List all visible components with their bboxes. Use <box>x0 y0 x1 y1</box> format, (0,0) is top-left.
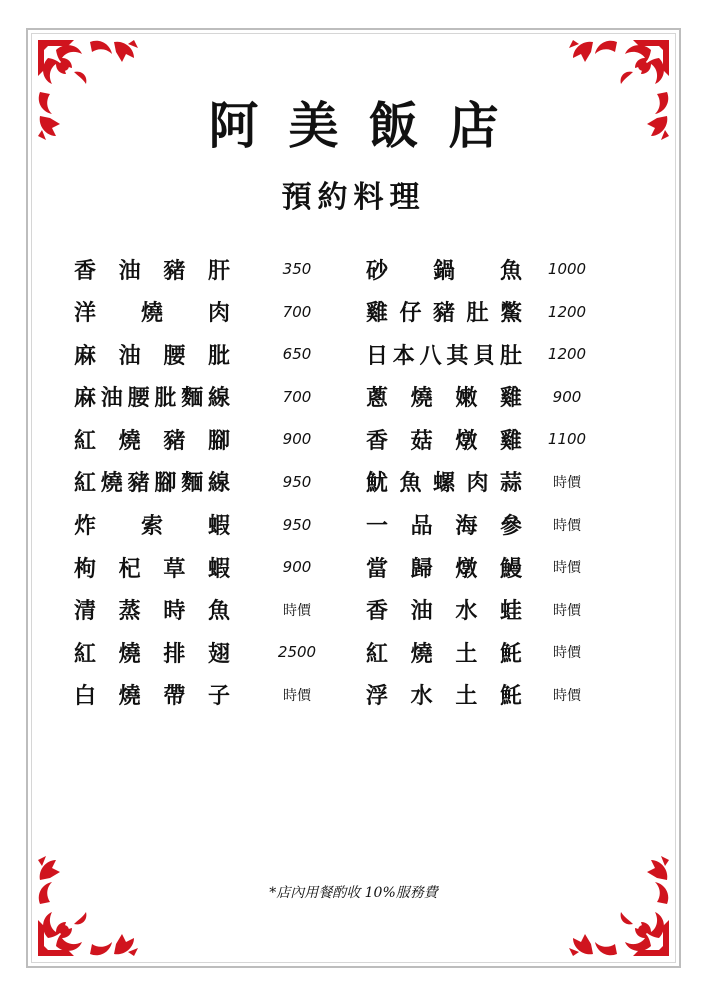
dish-price: 700 <box>282 387 312 406</box>
dish-price: 時價 <box>553 645 581 662</box>
restaurant-title: 阿美飯店 <box>208 96 529 155</box>
dish-name: 香 菇 燉 雞 <box>366 427 522 454</box>
dish-price: 2500 <box>277 643 317 662</box>
dish-price: 900 <box>552 387 582 406</box>
dish-name: 雞 仔 豬 肚 鱉 <box>366 300 522 327</box>
dish-name: 砂 鍋 魚 <box>366 257 522 284</box>
dish-name: 枸 杞 草 蝦 <box>74 555 230 582</box>
dish-name: 當 歸 燉 鰻 <box>366 555 522 582</box>
service-charge-note: *店內用餐酌收 10%服務費 <box>269 885 438 901</box>
dish-price: 時價 <box>553 602 581 619</box>
floral-corner-icon <box>563 850 673 960</box>
dish-name: 麻 油 腰 肶 <box>74 342 230 369</box>
dish-price: 700 <box>282 302 312 321</box>
dish-name: 白 燒 帶 子 <box>74 683 230 710</box>
menu-subtitle: 預約料理 <box>281 180 426 215</box>
dish-price: 時價 <box>553 687 581 704</box>
dish-name: 清 蒸 時 魚 <box>74 598 230 625</box>
dish-price: 時價 <box>283 687 311 704</box>
dish-price: 時價 <box>283 602 311 619</box>
dish-name: 紅 燒 豬 腳 麵 線 <box>74 470 230 497</box>
dish-name: 麻 油 腰 肶 麵 線 <box>74 385 230 412</box>
dish-name: 香 油 豬 肝 <box>74 257 230 284</box>
dish-name: 洋 燒 肉 <box>74 300 230 327</box>
dish-price: 650 <box>282 345 312 364</box>
dish-price: 950 <box>282 472 312 491</box>
dish-name: 魷 魚 螺 肉 蒜 <box>366 470 522 497</box>
dish-price: 1200 <box>547 345 587 364</box>
dish-name: 紅 燒 排 翅 <box>74 640 230 667</box>
dish-name: 蔥 燒 嫩 雞 <box>366 385 522 412</box>
dish-name: 紅 燒 土 魠 <box>366 640 522 667</box>
dish-name: 香 油 水 蛙 <box>366 598 522 625</box>
dish-name: 日 本 八 其 貝 肚 <box>366 342 522 369</box>
dish-price: 900 <box>282 558 312 577</box>
dish-name: 浮 水 土 魠 <box>366 683 522 710</box>
dish-price: 1000 <box>547 260 587 278</box>
dish-price: 時價 <box>553 517 581 534</box>
dish-price: 1100 <box>547 430 587 449</box>
dish-price: 1200 <box>547 302 587 321</box>
dish-price: 900 <box>282 430 312 449</box>
corner-ornament-bottom-right <box>563 850 673 960</box>
corner-ornament-bottom-left <box>34 850 144 960</box>
dish-price: 950 <box>282 515 312 534</box>
dish-name: 一 品 海 參 <box>366 513 522 540</box>
dish-name: 炸 索 蝦 <box>74 513 230 540</box>
dish-price: 時價 <box>553 474 581 491</box>
dish-price: 350 <box>282 260 312 278</box>
dish-name: 紅 燒 豬 腳 <box>74 427 230 454</box>
dish-price: 時價 <box>553 560 581 577</box>
floral-corner-icon <box>34 850 144 960</box>
